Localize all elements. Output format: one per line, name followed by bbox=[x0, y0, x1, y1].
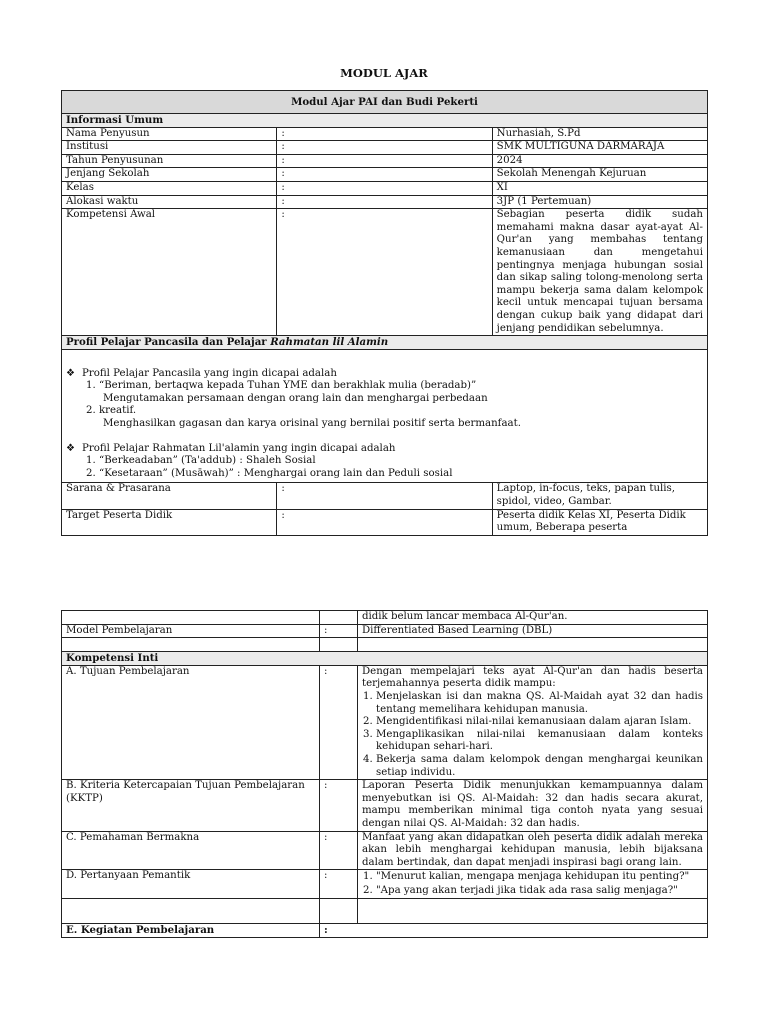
list-item: 2. “Kesetaraan” (Musāwah)” : Menghargai orang lain dan Peduli sosial bbox=[86, 467, 453, 479]
info-label: Kompetensi Awal bbox=[62, 209, 277, 336]
info-row bbox=[62, 168, 708, 182]
info-label: Kelas bbox=[62, 181, 277, 195]
list-item: ❖ Profil Pelajar Pancasila yang ingin dicapai adalah bbox=[66, 367, 337, 379]
info-label: A. Tujuan Pembelajaran bbox=[62, 665, 320, 779]
info-row bbox=[62, 780, 708, 831]
list-item-desc: Menghasilkan gagasan dan karya orisinal yang bernilai positif serta bermanfaat. bbox=[103, 418, 521, 430]
colon: : bbox=[320, 624, 358, 638]
profil-content bbox=[62, 349, 708, 483]
list-item: 1. “Berkeadaban” (Ta'addub) : Shaleh Sosial bbox=[86, 455, 316, 467]
list-item: 1. "Menurut kalian, mengapa menjaga kehidupan itu penting?" bbox=[376, 870, 703, 884]
colon: : bbox=[277, 181, 492, 195]
info-label: C. Pemahaman Bermakna bbox=[62, 831, 320, 870]
section-informasi-umum: Informasi Umum bbox=[62, 114, 708, 128]
info-row bbox=[62, 611, 708, 625]
info-label: B. Kriteria Ketercapaian Tujuan Pembelajaran (KKTP) bbox=[62, 780, 320, 831]
section-profil-pelajar bbox=[62, 336, 708, 350]
info-label: Nama Penyusun bbox=[62, 127, 277, 141]
page-title: MODUL AJAR bbox=[340, 66, 428, 80]
info-value: SMK MULTIGUNA DARMARAJA bbox=[492, 141, 707, 155]
info-label: Alokasi waktu bbox=[62, 195, 277, 209]
info-label: E. Kegiatan Pembelajaran bbox=[62, 924, 320, 938]
info-row bbox=[62, 665, 708, 779]
info-label: Institusi bbox=[62, 141, 277, 155]
diamond-bullet-icon: ❖ bbox=[66, 367, 76, 379]
colon: : bbox=[277, 141, 492, 155]
tujuan-intro: Dengan mempelajari teks ayat Al-Qur'an dan hadis beserta terjemahannya peserta didik mampu: bbox=[362, 665, 703, 690]
list-item: 1. “Beriman, bertaqwa kepada Tuhan YME dan berakhlak mulia (beradab)” bbox=[86, 380, 477, 392]
info-row bbox=[62, 870, 708, 899]
pertanyaan-list bbox=[362, 870, 703, 898]
info-value: Manfaat yang akan didapatkan oleh peserta didik adalah mereka akan lebih menghargai kehidupan manusia, lebih bijaksana dalam bertindak, dan dapat menjadi inspirasi bagi orang lain. bbox=[358, 831, 708, 870]
empty-row bbox=[62, 899, 708, 924]
info-value: Laporan Peserta Didik menunjukkan kemampuannya dalam menyebutkan isi QS. Al-Maidah: 32 dan hadis secara akurat, mampu memberikan minimal tiga contoh nyata yang sesuai dengan nilai QS. Al-Maidah: 32 dan hadis. bbox=[358, 780, 708, 831]
colon: : bbox=[320, 831, 358, 870]
info-value: 3JP (1 Pertemuan) bbox=[492, 195, 707, 209]
colon: : bbox=[277, 195, 492, 209]
info-value bbox=[358, 665, 708, 779]
module-info-table bbox=[61, 90, 708, 536]
tujuan-list bbox=[362, 691, 703, 779]
info-value: 2024 bbox=[492, 154, 707, 168]
profil-heading-italic: Rahmatan lil Alamin bbox=[270, 336, 389, 349]
colon: : bbox=[320, 780, 358, 831]
colon: : bbox=[277, 509, 492, 535]
info-value: Differentiated Based Learning (DBL) bbox=[358, 624, 708, 638]
list-item: 4. Bekerja sama dalam kelompok dengan menghargai keunikan setiap individu. bbox=[376, 754, 703, 779]
info-value: didik belum lancar membaca Al-Qur'an. bbox=[358, 611, 708, 625]
info-label: Tahun Penyusunan bbox=[62, 154, 277, 168]
info-value: XI bbox=[492, 181, 707, 195]
info-label: D. Pertanyaan Pemantik bbox=[62, 870, 320, 899]
profil-heading-plain: Profil Pelajar Pancasila dan Pelajar bbox=[66, 336, 271, 349]
info-label: Target Peserta Didik bbox=[62, 509, 277, 535]
info-row bbox=[62, 181, 708, 195]
info-row bbox=[62, 195, 708, 209]
info-value: Laptop, in-focus, teks, papan tulis, spidol, video, Gambar. bbox=[492, 483, 707, 509]
info-row bbox=[62, 924, 708, 938]
info-label: Sarana & Prasarana bbox=[62, 483, 277, 509]
info-value bbox=[358, 870, 708, 899]
list-item: ❖ Profil Pelajar Rahmatan Lil'alamin yang ingin dicapai adalah bbox=[66, 442, 396, 454]
list-item: 1. Menjelaskan isi dan makna QS. Al-Maidah ayat 32 dan hadis tentang memelihara kehidupan manusia. bbox=[376, 691, 703, 716]
diamond-bullet-icon: ❖ bbox=[66, 442, 76, 454]
info-row bbox=[62, 509, 708, 535]
colon: : bbox=[277, 154, 492, 168]
section-kompetensi-inti: Kompetensi Inti bbox=[62, 652, 708, 666]
info-row bbox=[62, 127, 708, 141]
colon: : bbox=[277, 168, 492, 182]
info-label: Model Pembelajaran bbox=[62, 624, 320, 638]
module-header: Modul Ajar PAI dan Budi Pekerti bbox=[62, 91, 708, 114]
list-item: 2. kreatif. bbox=[86, 405, 137, 417]
colon: : bbox=[320, 665, 358, 779]
colon: : bbox=[320, 870, 358, 899]
info-row bbox=[62, 624, 708, 638]
info-value: Peserta didik Kelas XI, Peserta Didik umum, Beberapa peserta bbox=[492, 509, 707, 535]
info-value: Sekolah Menengah Kejuruan bbox=[492, 168, 707, 182]
info-label: Jenjang Sekolah bbox=[62, 168, 277, 182]
info-row bbox=[62, 141, 708, 155]
info-value: Nurhasiah, S.Pd bbox=[492, 127, 707, 141]
colon: : bbox=[277, 127, 492, 141]
info-row bbox=[62, 209, 708, 336]
info-row bbox=[62, 831, 708, 870]
empty-row bbox=[62, 638, 708, 652]
colon: : bbox=[277, 209, 492, 336]
list-item: 3. Mengaplikasikan nilai-nilai kemanusiaan dalam konteks kehidupan sehari-hari. bbox=[376, 729, 703, 754]
colon: : bbox=[320, 924, 358, 938]
list-item-desc: Mengutamakan persamaan dengan orang lain dan menghargai perbedaan bbox=[103, 392, 488, 404]
info-row bbox=[62, 483, 708, 509]
colon: : bbox=[277, 483, 492, 509]
list-item: 2. Mengidentifikasi nilai-nilai kemanusiaan dalam ajaran Islam. bbox=[376, 716, 703, 729]
info-row bbox=[62, 154, 708, 168]
kompetensi-table bbox=[61, 610, 708, 938]
info-value: Sebagian peserta didik sudah memahami makna dasar ayat-ayat Al-Qur'an yang membahas tentang kemanusiaan dan mengetahui pentingnya menjaga hubungan sosial dan sikap saling tolong-menolong serta mampu bekerja sama dalam kelompok kecil untuk mencapai tujuan bersama dengan cukup baik yang didapat dari jenjang pendidikan sebelumnya. bbox=[492, 209, 707, 336]
list-item: 2. "Apa yang akan terjadi jika tidak ada rasa salig menjaga?" bbox=[376, 884, 703, 898]
